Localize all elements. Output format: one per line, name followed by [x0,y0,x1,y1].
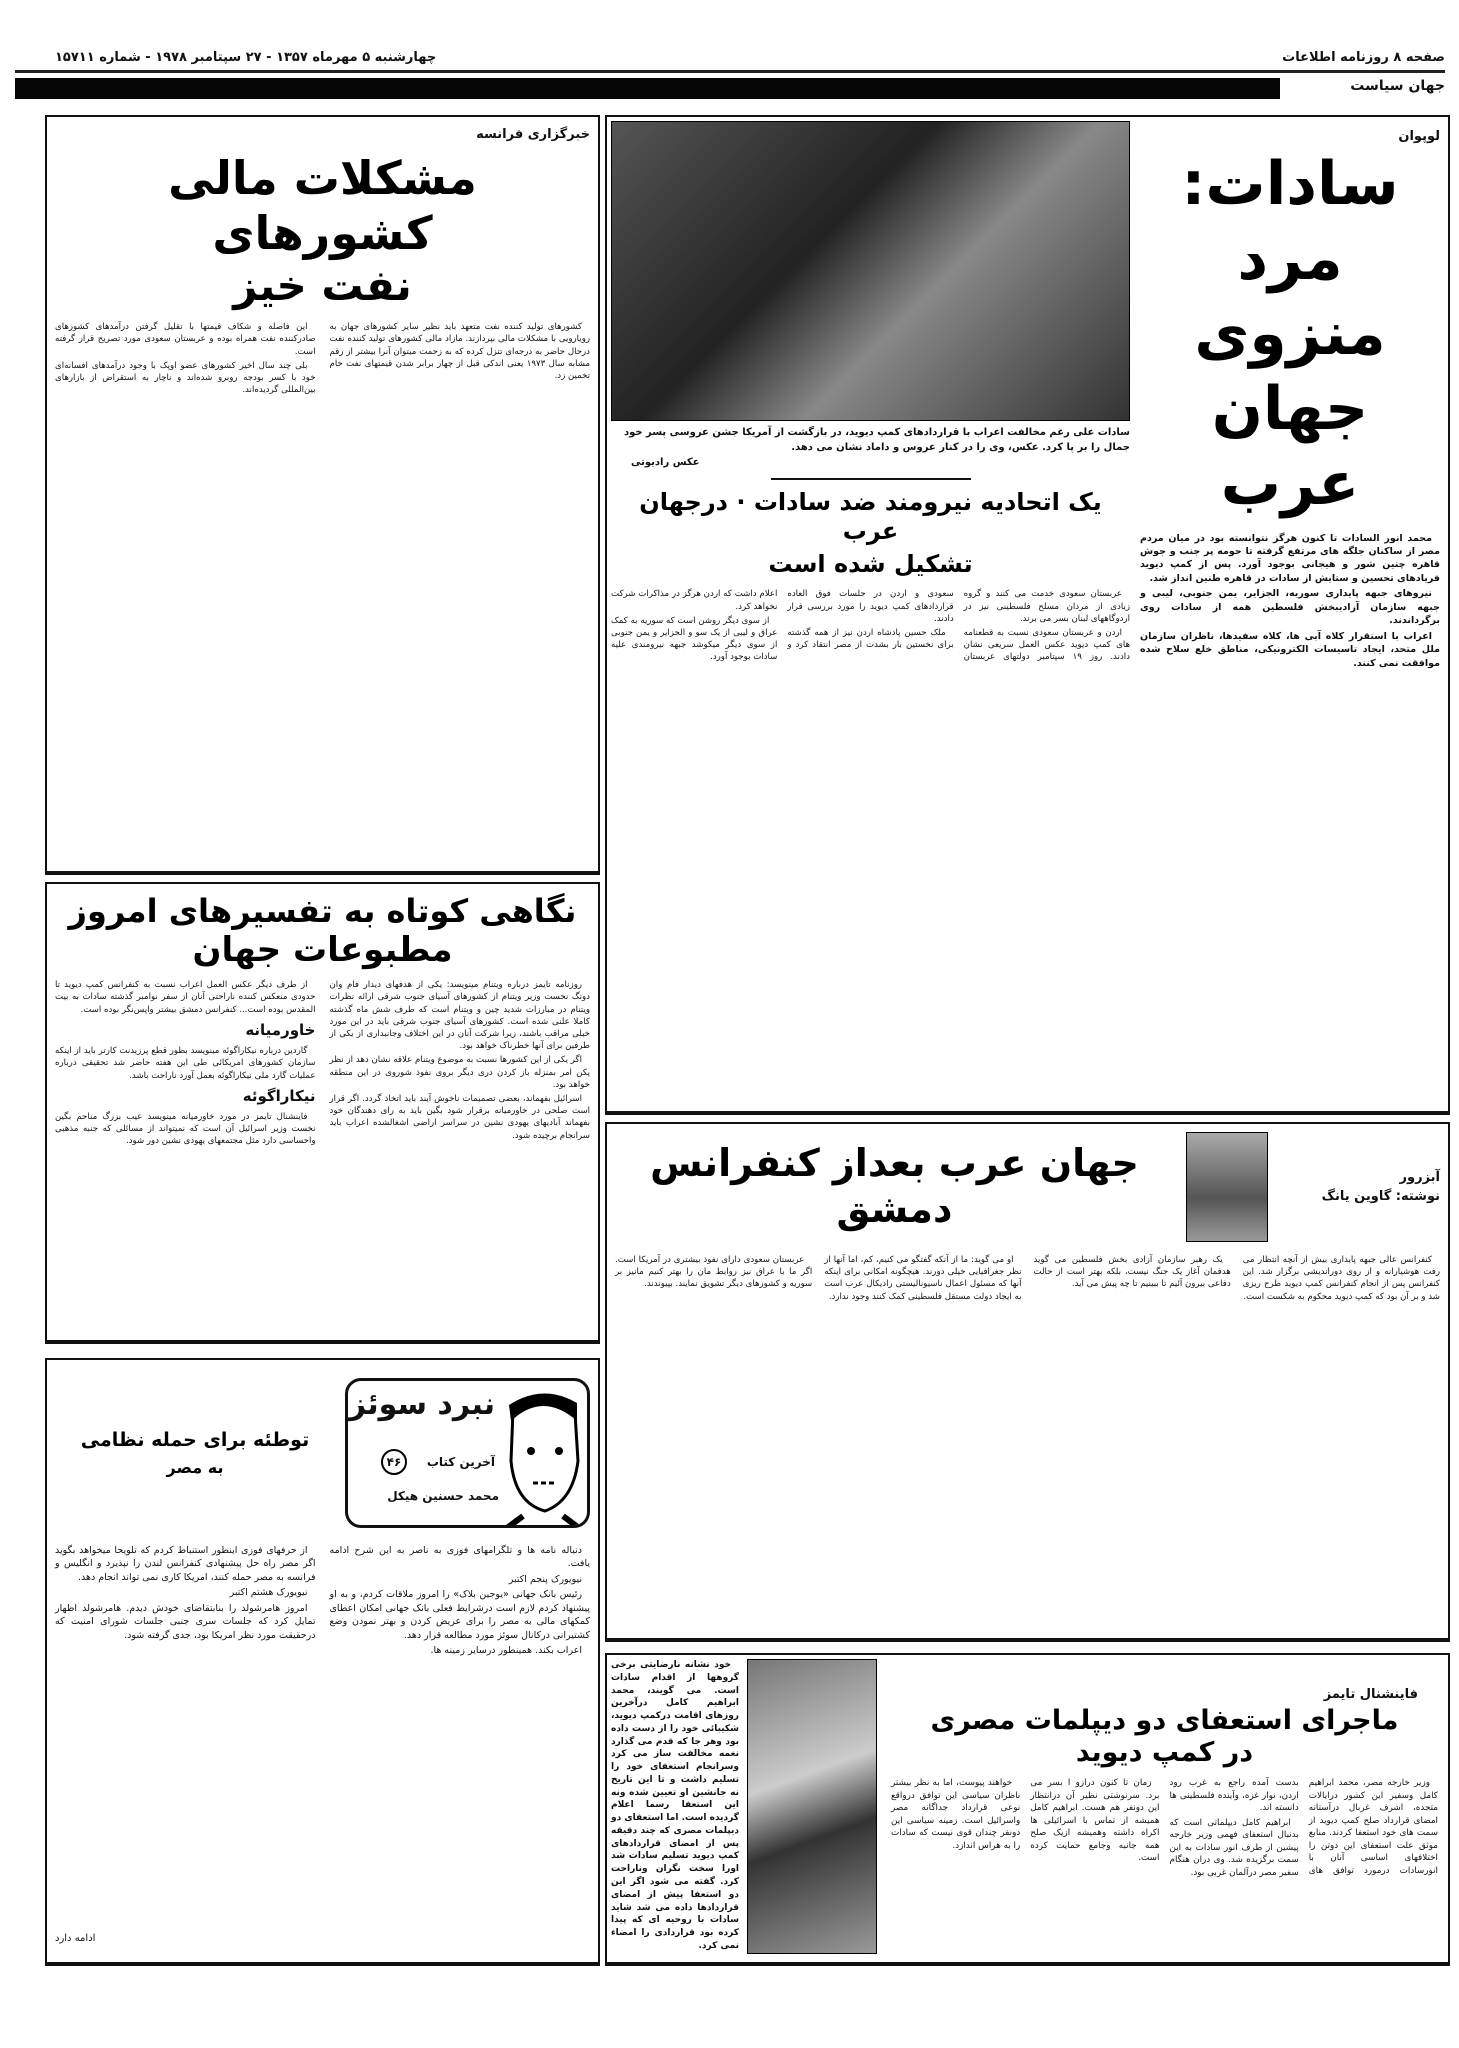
paragraph: رئیس بانک جهانی «یوجین بلاک» را امروز ملاقات کردم، و به او پیشنهاد کردم لازم است درشرایط فعلی بانک جهانی امکان اعطای کمکهای مالی به مصر را برای عریض کردن و بهتر نمودن وضع کشتیرانی درکانال سوئز مورد مطالعه قرار دهد. [329,1589,590,1641]
paragraph: زمان تا کنون درازو ا بسر می برد. سرنوشتی نظیر آن درانتظار این دونفر هم هست. ابراهیم کامل همیشه از تماس با اسرائیلی ها اکراه داشته وهمیشه ازیک صلح همه جانبه وجامع حمایت کرده است. [1030,1778,1160,1864]
wedding-photo [611,121,1130,421]
page-label: صفحه ۸ روزنامه اطلاعات [1282,50,1445,65]
paragraph: اعراب بکند. همینطور درسایر زمینه ها. [430,1645,582,1657]
article-source: خبرگزاری فرانسه [476,127,590,142]
article-source: آبزرور [1399,1169,1440,1185]
paragraph: اسرائیل بفهماند، بعضی تصمیمات ناخوش آیند باید اتخاذ گردد. اگر قرار است صلحی در خاورمیانه برقرار شود بگین باید به رای دهندگان خود بفهماند آبادیهای یهودی نشین در سراسر اراضی اشغالشده اعراب باید سرانجام برچیده شود. [329,1094,590,1141]
article-financial-times [605,1653,1450,1966]
article-author: نوشته: گاوین یانگ [1321,1189,1440,1204]
paragraph: خواهند پیوست، اما به نظر بیشتر ناظران سیاسی این توافق درواقع نوعی قرارداد جداگانه مصر واسرائیل است. زمینه سیاسی این دونفر چندان قوی نیست که سادات را به هراس اندازد. [891,1778,1021,1851]
headline: جهان عرب بعداز کنفرانس دمشق [650,1141,1139,1231]
header-rule [15,70,1445,73]
paragraph: عربستان سعودی خدمت می کنند و گروه زیادی از مردان مسلح فلسطینی نیز در اردوگاههای لبنان بسر می برند. [963,589,1130,624]
paragraph: فاینشنال تایمز در مورد خاورمیانه مینویسد عیب بزرگ مناحم بگین نخست وزیر اسرائیل آن است که نمیتواند از مسائلی که جنبه مذهبی واحساسی دارد مثل مجتمعهای یهودی نشین دور شود. [55,1112,316,1147]
author-photo [1186,1132,1268,1242]
article-source: لوپوان [1398,129,1440,144]
logo-author: محمد حسنین هیکل [387,1489,499,1503]
paragraph: کشورهای تولید کننده نفت متعهد باید نظیر سایر کشورهای جهان به رویارویی با مشکلات مالی بپردازند. مازاد مالی کشورهای تولید کننده نفت درحال حاضر به درجه‌ای تنزل کرده که به زحمت میتوان آنرا بیشتر از رقم مشابه سال ۱۹۷۳ یعنی اندکی قبل از چهار برابر شدن قیمتهای نفت خام تخمین زد. [329,322,590,382]
byline-block [1280,1168,1440,1207]
union-headline-line-2: تشکیل شده است [768,549,973,578]
paragraph: یک رهبر سازمان آزادی بخش فلسطین می گوید هدفمان آغاز یک جنگ نیست، بلکه بهتر است از حالت دفاعی بیرون آئیم تا ببینیم تا چه پیش می آید. [1033,1255,1231,1290]
headline-line-2: در کمپ دیوید [1075,1736,1254,1768]
subhead-nicaragua: نیکاراگوئه [242,1086,316,1105]
continued-note: ادامه دارد [55,1933,96,1944]
paragraph: این فاصله و شکاف قیمتها با تقلیل گرفتن درآمدهای کشورهای صادرکننده نفت همراه بوده و عربستان سعودی مورد تصریح قرار گرفته است. [55,322,316,357]
side-body [611,1659,739,1958]
press-paragraphs-3 [55,1111,316,1148]
paragraph: عربستان سعودی دارای نفوذ بیشتری در آمریکا است. اگر ما با عراق نیز روابط مان را بهتر کنیم مانیز بر سوریه و کشورهای دیگر تشویق نمایند. بپیوندند. [615,1255,813,1290]
article-body [1140,532,1440,673]
headline: ماجرای استعفای دو دیپلمات مصری [930,1704,1399,1736]
episode-number: ۴۶ [381,1449,407,1475]
headline-line-2: مرد منزوی [1194,223,1386,369]
divider [771,478,971,480]
paragraph: روزنامه تایمز درباره ویتنام مینویسد: یکی از هدفهای دیدار فام وان دونگ نخست وزیر ویتنام از کشورهای آسیای جنوب شرقی ارائه نظرات ویتنام در مبارزات شدید چین و ویتنام است که طرف شش ماه گذشته کاملا علنی شده است. کشورهای آسیای جنوب شرقی باید در این مورد خیلی مراقب باشند، زیرا شرکت آنان در این اختلاف وجانبداری از یکی از طرفین برای آنها خطرناک خواهد بود. [329,980,590,1052]
paragraph: اگر یکی از این کشورها نسبت به موضوع ویتنام علاقه نشان دهد از نظر پکن امر بمنزله باز کردن دری دیگر بروی نفوذ شوروی در این منطقه خواهد بود. [329,1055,590,1090]
article-oil [45,115,600,875]
paragraph: بلی چند سال اخیر کشورهای عضو اوپک با وجود درآمدهای افسانه‌ای خود با کسر بودجه روبرو شده‌اند و ناچار به استقراض از بازارهای بین‌المللی گردیده‌اند. [55,360,316,396]
article-damascus [605,1122,1450,1642]
paragraph: امروز هامرشولد را بنابتقاضای خودش دیدم. هامرشولد اظهار تمایل کرد که جلسات سری جنبی جلسات شورای امنیت که درحقیقت مورد نظر امریکا بود، جدی گرفته شود. [55,1602,316,1641]
date-line: چهارشنبه ۵ مهرماه ۱۳۵۷ - ۲۷ سپتامبر ۱۹۷۸ - شماره ۱۵۷۱۱ [55,50,437,65]
suez-top [55,1378,590,1528]
paragraph: نیروهای جبهه پایداری سوریه، الجزایر، یمن جنوبی، لیبی و جبهه سازمان آزادیبخش فلسطین همه از سادات روی برگرداندند. [1140,588,1440,627]
paragraph: کنفرانس عالی جبهه پایداری بیش از آنچه انتظار می رفت هوشیارانه و از روی دوراندیشی برگزار شد. این کنفرانس پس از انجام کنفرانس کمپ دیوید طرح ریزی شد و بر آن بود که کمپ دیوید محکوم به شکست است. [1242,1255,1440,1302]
article-press-review [45,882,600,1344]
paragraph: وزیر خارجه مصر، محمد ابراهیم کامل وسفیر این کشور درایالات متحده، اشرف غربال درآستانه امضای قرارداد صلح کمپ دیوید از سمت های خود استعفا کردند. منابع موثق علت استعفای این دوتن را اختلافهای اساسی آنان با انورسادات درمورد توافق های بدست آمده راجع به غرب رود اردن، نوار غزه، وآینده فلسطینی ها دانسته اند. [1169,1778,1438,1876]
sadat-main-column [1140,121,1440,1103]
union-body [611,588,1130,663]
article-body [891,1777,1438,1879]
paragraph: نیویورک هشتم اکتبر [229,1587,308,1599]
article-body [55,1544,590,1658]
paragraph: گاردین درباره نیکاراگوئه مینویسد بطور قطع پرزیدنت کارتر باید از اینکه سازمان کشورهای امریکائی طی این هفته حاضر شد تحقیقی درباره عملیات گارد ملی نیکاراگوئه بعمل آورد ناراحت باشد. [55,1046,316,1081]
headline-line-2: مطبوعات جهان [192,930,453,971]
article-source: فاینشنال تایمز [1323,1687,1418,1702]
article-body [55,979,590,1147]
portrait-drawing [503,1391,583,1528]
headline: مشکلات مالی کشورهای [168,150,477,260]
headline: توطئه برای حمله نظامی [80,1429,310,1451]
article-sadat [605,115,1450,1115]
paragraph: دنباله نامه ها و تلگرامهای فوزی به ناصر به این شرح ادامه یافت. [329,1545,590,1570]
headline-line-3: جهان عرب [1211,373,1369,519]
press-paragraphs-2 [55,1045,316,1082]
paragraph: خود نشانه نارضایتی برخی گروهها از اقدام سادات است. می گویند، محمد ابراهیم کامل درآخرین روزهای اقامت درکمپ دیوید، شکیبائی خود را از دست داده بود وهر جا که قدم می گذارد نغمه مخالفت ساز می کرد وسرانجام استعفای خود را تسلیم داشت و تا این تاریخ نه جانشین او تعیین شده ونه این استعفا رسما اعلام گردیده است. اما استعفای دو دیپلمات مصری که چند دقیقه پس از امضای قراردادهای کمپ دیوید تسلیم سادات شد اورا سخت نگران وناراحت کرد. گفته می شود اگر این دو استعفا پیش از امضای قراردادها داده می شد شاید سادات با روحیه ای که پیدا کرده بود قراردادی را امضاء نمی کرد. [611,1660,739,1951]
headline-line-2: نفت خیز [233,260,412,310]
paragraph: او می گوید: ما از آنکه گفتگو می کنیم، کم، اما آنها از نظر جغرافیایی خیلی دورند. هیچگونه امکانی برای اینکه آنها که مسئول اعمال ناسیونالیستی رادیکال عرب است به ایجاد دولت مستقل فلسطینی کمک کنند وجود ندارد. [824,1255,1022,1302]
damascus-top [615,1132,1440,1242]
paragraph: از طرف دیگر عکس العمل اعراب نسبت به کنفرانس کمپ دیوید تا حدودی منعکس کننده ناراحتی آنان از سفر نوامبر گذشته سادات به بیت المقدس بوده است... کنفرانس دمشق بیشتر واپس‌نگر بوده است. [55,980,316,1015]
section-bar [15,78,1280,99]
article-body [55,321,590,396]
logo-book: آخرین کتاب [426,1455,495,1469]
paragraph: ابراهیم کامل دیپلماتی است که بدنبال استعفای فهمی وزیر خارجه پیشین از طرف انور سادات به این سمت برگزیده شد. وی دران هنگام سفیر مصر درآلمان غربی بود. [1169,1817,1299,1878]
photo-credit: عکس رادیوتی [631,457,700,468]
headline [1140,147,1440,522]
logo-title: نبرد سوئز [348,1387,495,1422]
diplomat-photo [747,1659,877,1954]
paragraph: از سوی دیگر روشن است که سوریه به کمک عراق و لیبی از یک سو و الجزایر و یمن جنوبی از سوی دیگر میکوشد جبهه نیرومندی علیه سادات بوجود آورد. [611,615,778,663]
article-suez [45,1358,600,1966]
paragraph: ملک حسین پادشاه اردن نیز از همه گذشته برای نخستین بار بشدت از مصر انتقاد کرد و اعلام داشت که اردن هرگز در مذاکرات شرکت نخواهد کرد. [611,589,954,651]
suez-title-block [55,1429,335,1477]
photo-caption: سادات علی رغم مخالفت اعراب با قراردادهای کمپ دیوید، در بازگشت از آمریکا جشن عروسی پسر خود جمال را بر پا کرد. عکس، وی را در کنار عروس و داماد نشان می دهد. [623,427,1130,453]
serial-logo [345,1378,590,1528]
ft-main [885,1659,1444,1958]
headline-line-1: سادات: [1181,148,1399,219]
union-headline: یک اتحادیه نیرومند ضد سادات · درجهان عرب [639,488,1102,545]
headline-line-2: به مصر [166,1457,224,1477]
paragraph: اردن و عربستان سعودی نسبت به قطعنامه های کمپ دیوید عکس العمل سریعی نشان دادند. روز ۱۹ سپتامبر دولتهای عربستان سعودی و اردن در جلسات فوق العاده قراردادهای کمپ دیوید را مورد بررسی قرار دادند. [787,589,1130,663]
paragraph: محمد انور السادات تا کنون هرگز نتوانسته بود در میان مردم مصر از ساکنان جلگه های مرتفع گرفته تا حومه پر جنب و جوش قاهره چنین شور و هیجانی بوجود آورد. پس از کمپ دیوید فریادهای تحسین و ستایش از سادات در قاهره طنین انداز شد. [1140,532,1440,584]
paragraph: از حرفهای فوزی اینطور استنباط کردم که تلویحا میخواهد بگوید اگر مصر راه حل پیشنهادی کنفرانس لندن را نپذیرد و انگلیس و فرانسه به مصر حمله کنند، امریکا کاری نمی تواند انجام دهد. [55,1545,316,1583]
section-title: جهان سیاست [1350,78,1445,94]
paragraph: نیویورک پنجم اکتبر [508,1573,582,1585]
article-body [615,1254,1440,1303]
paragraph: اعراب با استقرار کلاه آبی ها، کلاه سفیدها، ناظران سازمان ملل متحد، ایجاد تاسیسات الکترونیکی، مناطق خلع سلاح شده موافقت نمی کنند. [1140,630,1440,669]
sadat-photo-column [611,121,1130,1103]
headline: نگاهی کوتاه به تفسیرهای امروز [68,892,577,930]
subhead-middle-east: خاورمیانه [245,1020,316,1039]
